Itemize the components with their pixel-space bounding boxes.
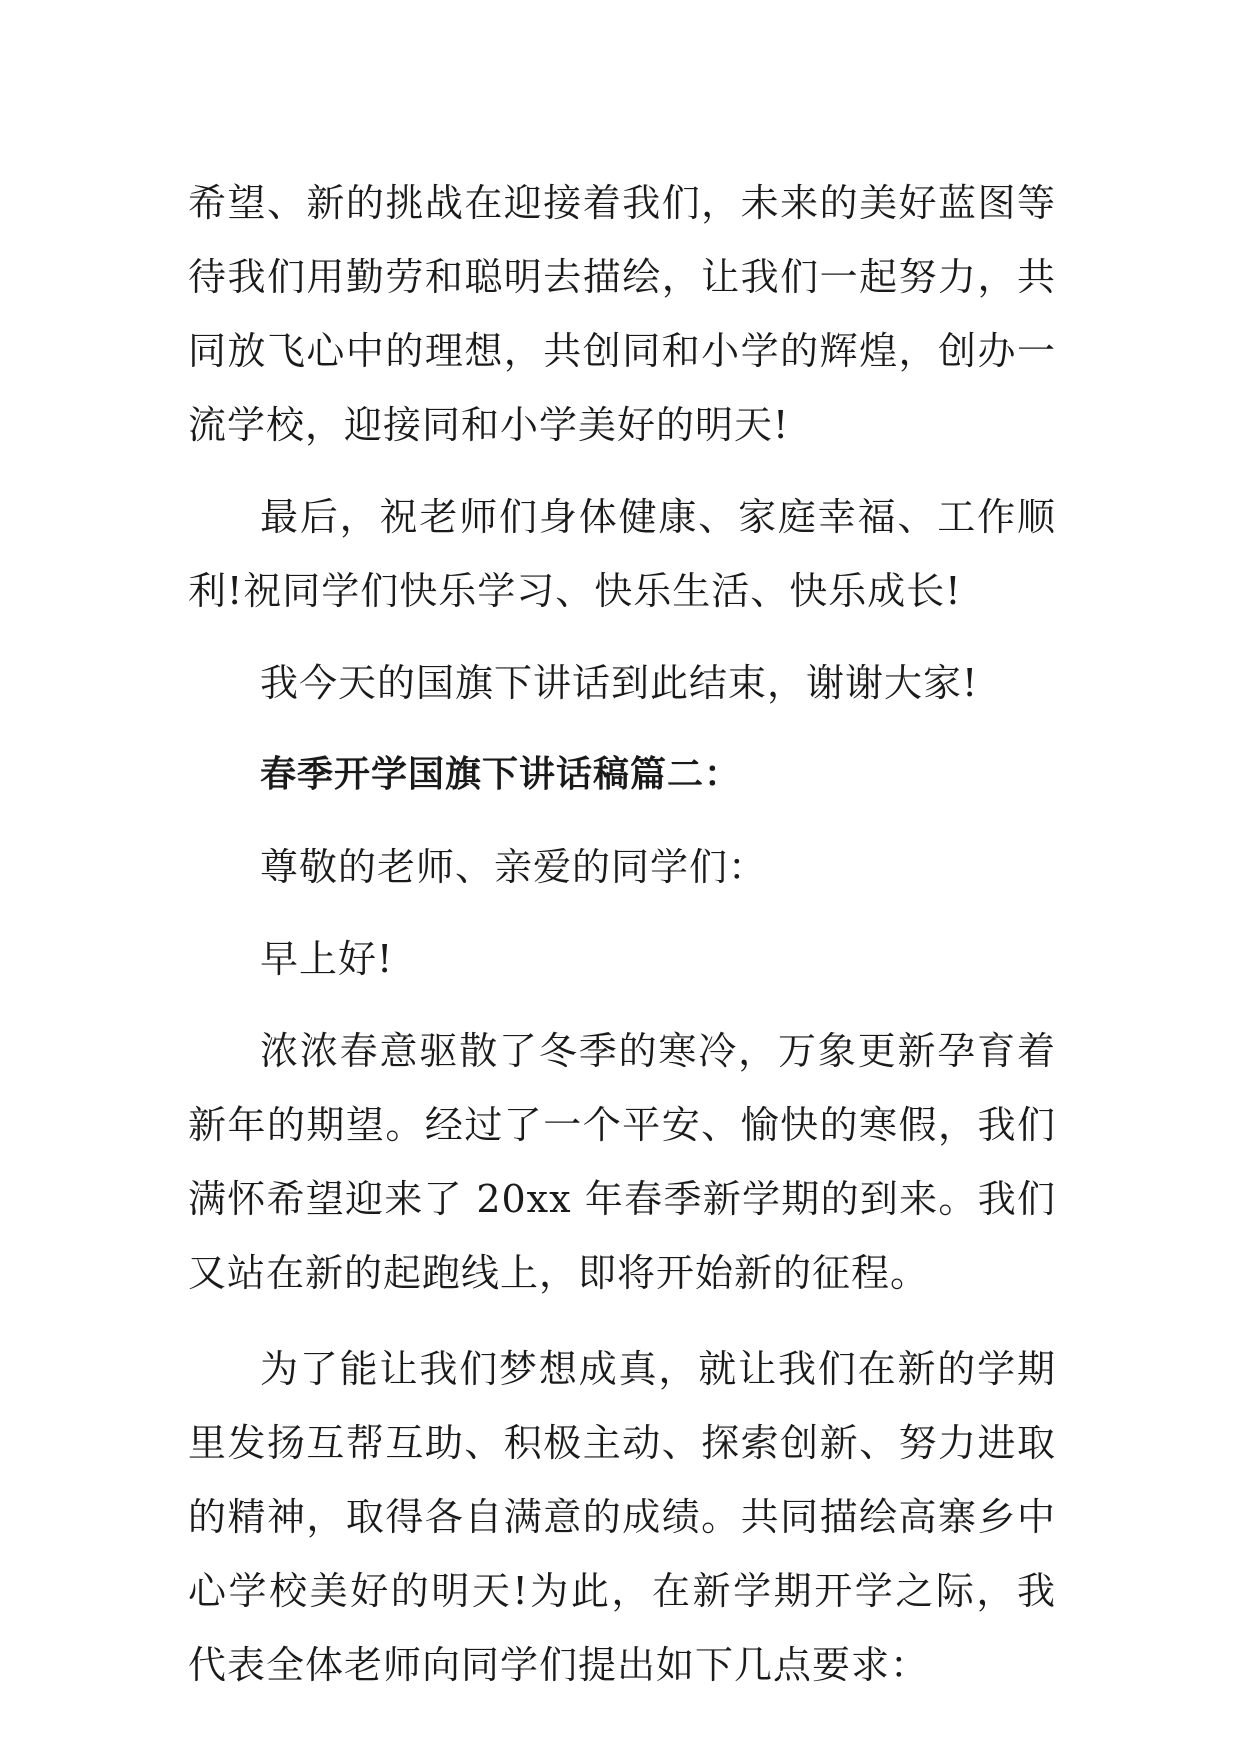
paragraph-closing-wishes: 最后，祝老师们身体健康、家庭幸福、工作顺利!祝同学们快乐学习、快乐生活、快乐成长!: [188, 495, 1056, 613]
paragraph-closing-thanks: 我今天的国旗下讲话到此结束，谢谢大家!: [260, 661, 979, 705]
document-body: [188, 166, 1056, 1702]
section-heading: 春季开学国旗下讲话稿篇二：: [260, 754, 742, 795]
paragraph-spring-intro: 浓浓春意驱散了冬季的寒冷，万象更新孕育着新年的期望。经过了一个平安、愉快的寒假，我们满怀希望迎来了 20xx 年春季新学期的到来。我们又站在新的起跑线上，即将开始新的征程。: [188, 1029, 1056, 1295]
paragraph-requirements-intro: 为了能让我们梦想成真，就让我们在新的学期里发扬互帮互助、积极主动、探索创新、努力进取的精神，取得各自满意的成绩。共同描绘高寨乡中心学校美好的明天!为此，在新学期开学之际，我代表全体老师向同学们提出如下几点要求：: [188, 1347, 1056, 1687]
paragraph-continuation: 希望、新的挑战在迎接着我们，未来的美好蓝图等待我们用勤劳和聪明去描绘，让我们一起努力，共同放飞心中的理想，共创同和小学的辉煌，创办一流学校，迎接同和小学美好的明天!: [188, 181, 1056, 447]
paragraph-greeting: 早上好!: [260, 937, 394, 981]
paragraph-salutation: 尊敬的老师、亲爱的同学们：: [260, 845, 768, 889]
